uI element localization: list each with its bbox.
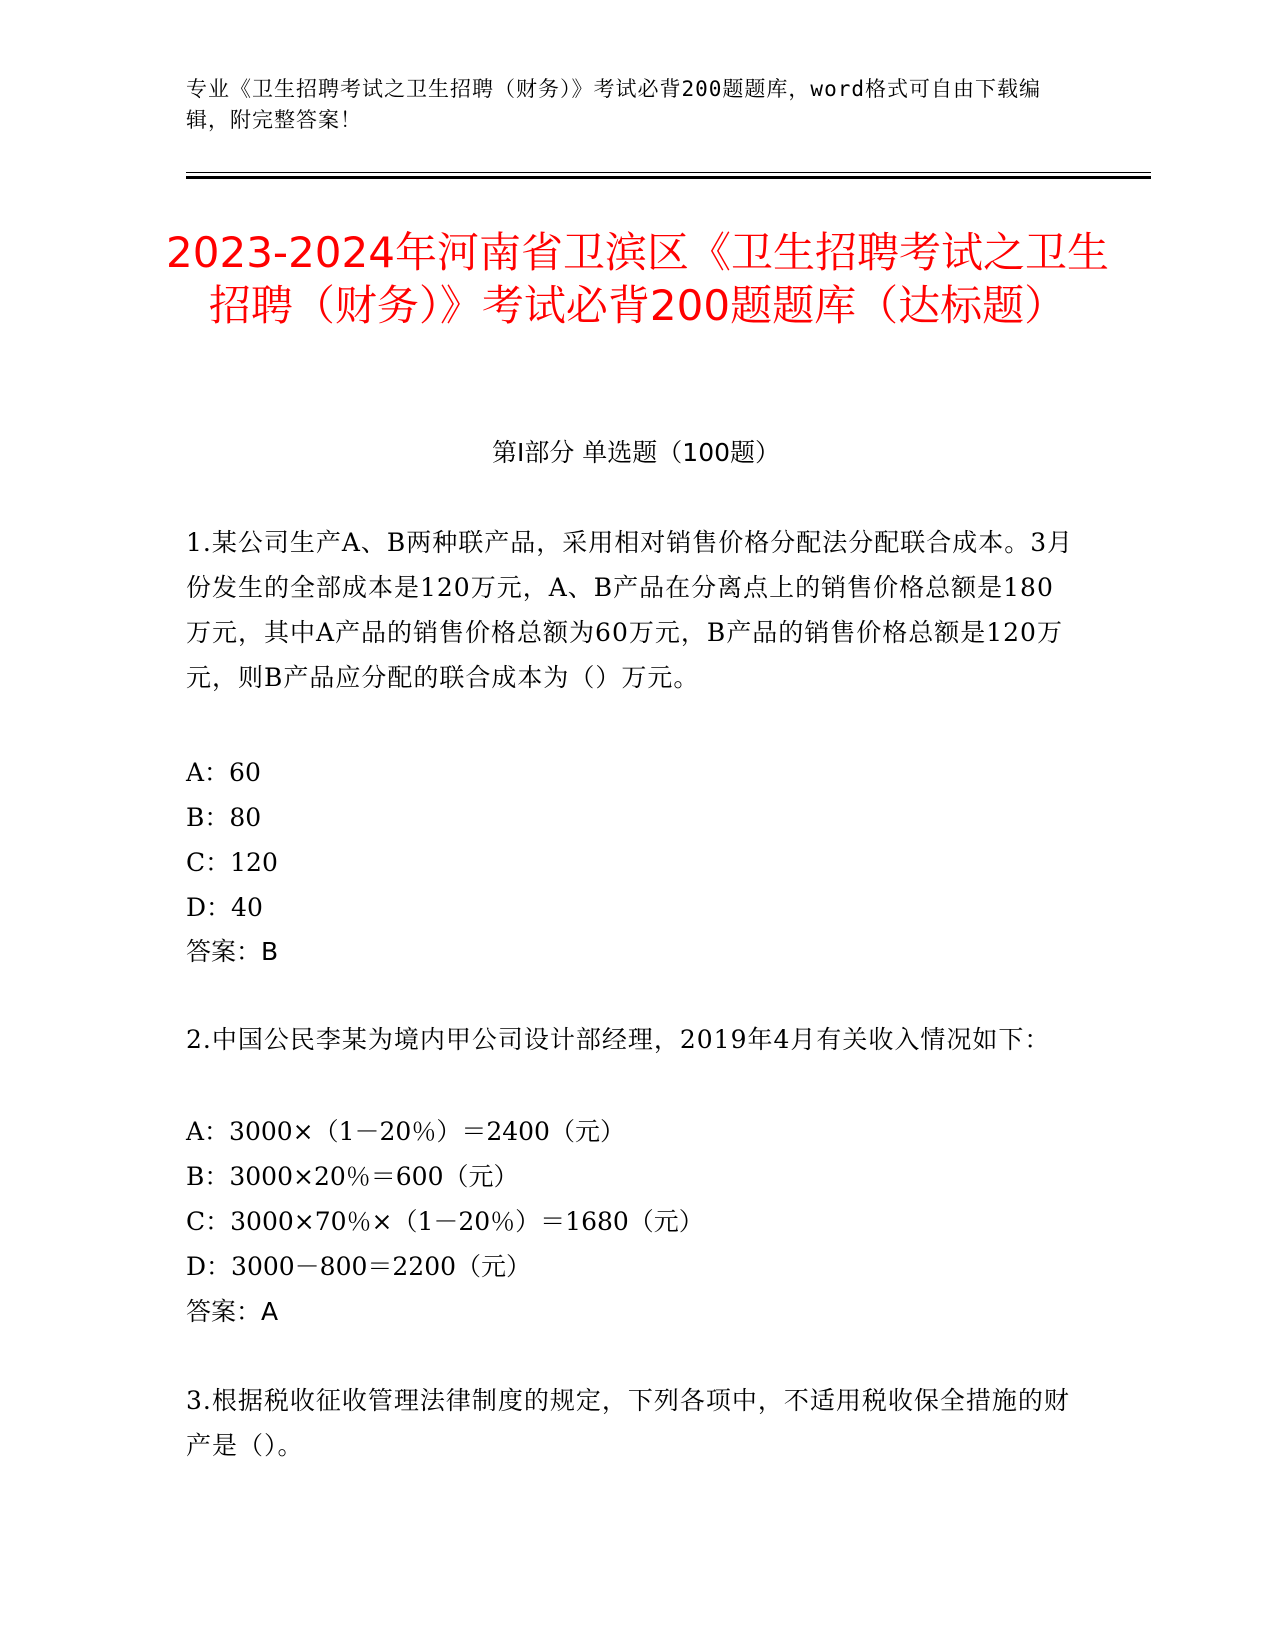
question-1-option-b: B：80 [186, 803, 262, 832]
header-rule-thick [186, 176, 1151, 179]
question-3-stem: 3.根据税收征收管理法律制度的规定，下列各项中，不适用税收保全措施的财产是（）。 [186, 1386, 1070, 1460]
question-2-option-c: C：3000×70％×（1－20％）＝1680（元） [186, 1207, 704, 1236]
question-1-stem: 1.某公司生产A、B两种联产品，采用相对销售价格分配法分配联合成本。3月份发生的全部成本是120万元，A、B产品在分离点上的销售价格总额是180万元，其中A产品的销售价格总额为60万元，B产品的销售价格总额是120万元，则B产品应分配的联合成本为（）万元。 [186, 528, 1074, 692]
question-1-option-c: C：120 [186, 848, 278, 877]
header-note: 专业《卫生招聘考试之卫生招聘（财务）》考试必背200题题库，word格式可自由下载编辑，附完整答案！ [186, 77, 1041, 132]
question-1-option-d: D：40 [186, 893, 263, 922]
question-2-stem: 2.中国公民李某为境内甲公司设计部经理，2019年4月有关收入情况如下： [186, 1025, 1051, 1054]
question-2-answer: 答案：A [186, 1297, 279, 1326]
question-1-option-a: A：60 [186, 758, 261, 787]
document-title: 2023-2024年河南省卫滨区《卫生招聘考试之卫生招聘（财务）》考试必背200题题库（达标题） [166, 228, 1109, 330]
question-2-option-b: B：3000×20％＝600（元） [186, 1162, 519, 1191]
question-1-answer: 答案：B [186, 937, 279, 966]
question-2-option-d: D：3000－800＝2200（元） [186, 1252, 532, 1281]
header-rule-thin [186, 172, 1151, 173]
section-heading: 第I部分 单选题（100题） [491, 438, 781, 467]
question-2-option-a: A：3000×（1－20％）＝2400（元） [186, 1117, 625, 1146]
